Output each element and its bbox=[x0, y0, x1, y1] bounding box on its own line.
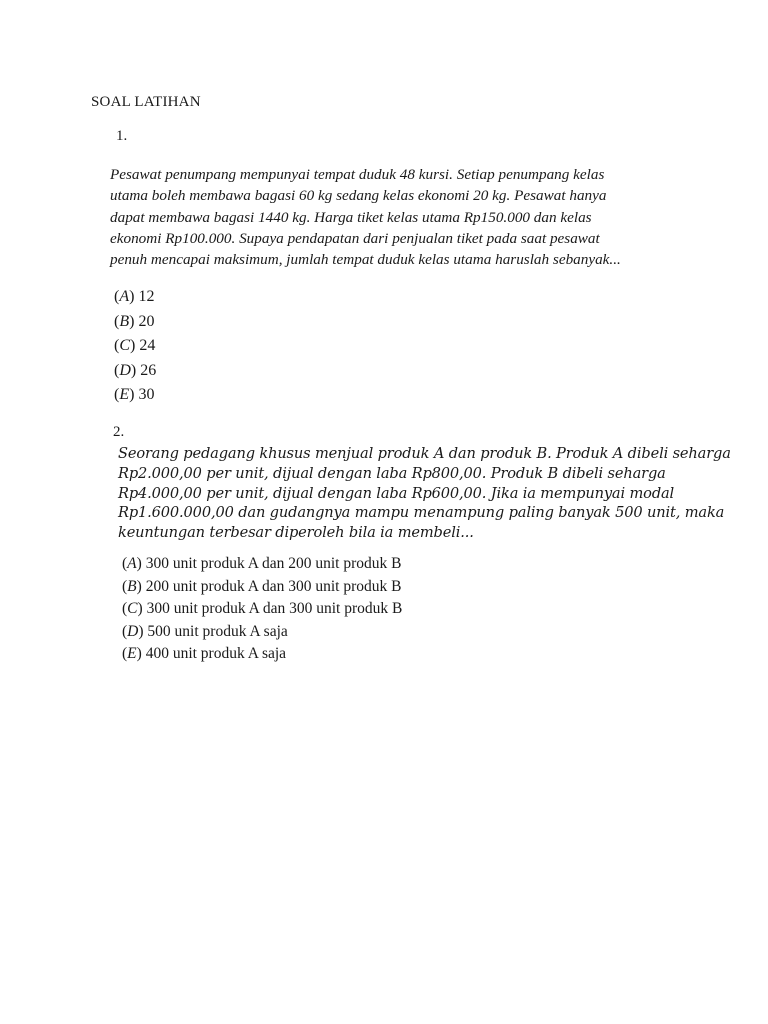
question-line: dapat membawa bagasi 1440 kg. Harga tiket kelas utama Rp150.000 dan kelas bbox=[110, 208, 592, 226]
option-e: (E) 30 bbox=[114, 386, 155, 403]
option-text: 12 bbox=[138, 288, 155, 305]
option-text: 200 unit produk A dan 300 unit produk B bbox=[145, 577, 402, 595]
question-1-options bbox=[114, 285, 156, 408]
option-text: 300 unit produk A dan 200 unit produk B bbox=[145, 555, 402, 572]
option-d: (D) 500 unit produk A saja bbox=[122, 622, 288, 640]
option-letter: C bbox=[119, 337, 130, 354]
question-line: penuh mencapai maksimum, jumlah tempat duduk kelas utama haruslah sebanyak... bbox=[110, 251, 621, 269]
question-line: utama boleh membawa bagasi 60 kg sedang kelas ekonomi 20 kg. Pesawat hanya bbox=[110, 187, 607, 205]
question-line: Pesawat penumpang mempunyai tempat duduk 48 kursi. Setiap penumpang kelas bbox=[110, 166, 605, 183]
option-a: (A) 12 bbox=[114, 288, 155, 305]
question-line: ekonomi Rp100.000. Supaya pendapatan dari penjualan tiket pada saat pesawat bbox=[110, 229, 600, 247]
question-2-options bbox=[122, 553, 402, 666]
option-letter: E bbox=[119, 386, 130, 403]
option-d: (D) 26 bbox=[114, 361, 157, 379]
option-letter: D bbox=[119, 361, 131, 379]
option-text: 20 bbox=[138, 312, 155, 330]
option-c: (C) 300 unit produk A dan 300 unit produk B bbox=[122, 600, 403, 618]
question-line: keuntungan terbesar diperoleh bila ia membeli... bbox=[118, 524, 474, 542]
option-text: 26 bbox=[140, 361, 157, 379]
option-text: 30 bbox=[138, 386, 155, 403]
option-text: 300 unit produk A dan 300 unit produk B bbox=[146, 600, 403, 618]
option-letter: B bbox=[127, 577, 137, 595]
question-1-number: 1. bbox=[116, 128, 128, 144]
question-line: Seorang pedagang khusus menjual produk A dan produk B. Produk A dibeli seharga bbox=[118, 445, 731, 462]
option-letter: A bbox=[119, 288, 130, 305]
question-line: Rp4.000,00 per unit, dijual dengan laba Rp600,00. Jika ia mempunyai modal bbox=[118, 484, 675, 502]
option-a: (A) 300 unit produk A dan 200 unit produk B bbox=[122, 555, 402, 572]
option-text: 400 unit produk A saja bbox=[145, 645, 287, 663]
question-line: Rp2.000,00 per unit, dijual dengan laba Rp800,00. Produk B dibeli seharga bbox=[118, 464, 666, 482]
question-2-text bbox=[118, 444, 731, 543]
option-text: 24 bbox=[139, 337, 156, 354]
option-b: (B) 200 unit produk A dan 300 unit produk B bbox=[122, 577, 402, 595]
option-letter: E bbox=[127, 645, 137, 663]
question-2-number: 2. bbox=[113, 424, 125, 440]
option-text: 500 unit produk A saja bbox=[147, 622, 288, 640]
option-letter: C bbox=[127, 600, 138, 618]
option-e: (E) 400 unit produk A saja bbox=[122, 645, 287, 663]
option-b: (B) 20 bbox=[114, 312, 155, 330]
question-1-text bbox=[110, 164, 670, 270]
option-c: (C) 24 bbox=[114, 337, 156, 354]
option-letter: A bbox=[127, 555, 137, 572]
question-line: Rp1.600.000,00 dan gudangnya mampu menampung paling banyak 500 unit, maka bbox=[118, 504, 725, 522]
option-letter: B bbox=[119, 312, 130, 330]
option-letter: D bbox=[127, 622, 139, 640]
page-title: SOAL LATIHAN bbox=[91, 94, 201, 110]
